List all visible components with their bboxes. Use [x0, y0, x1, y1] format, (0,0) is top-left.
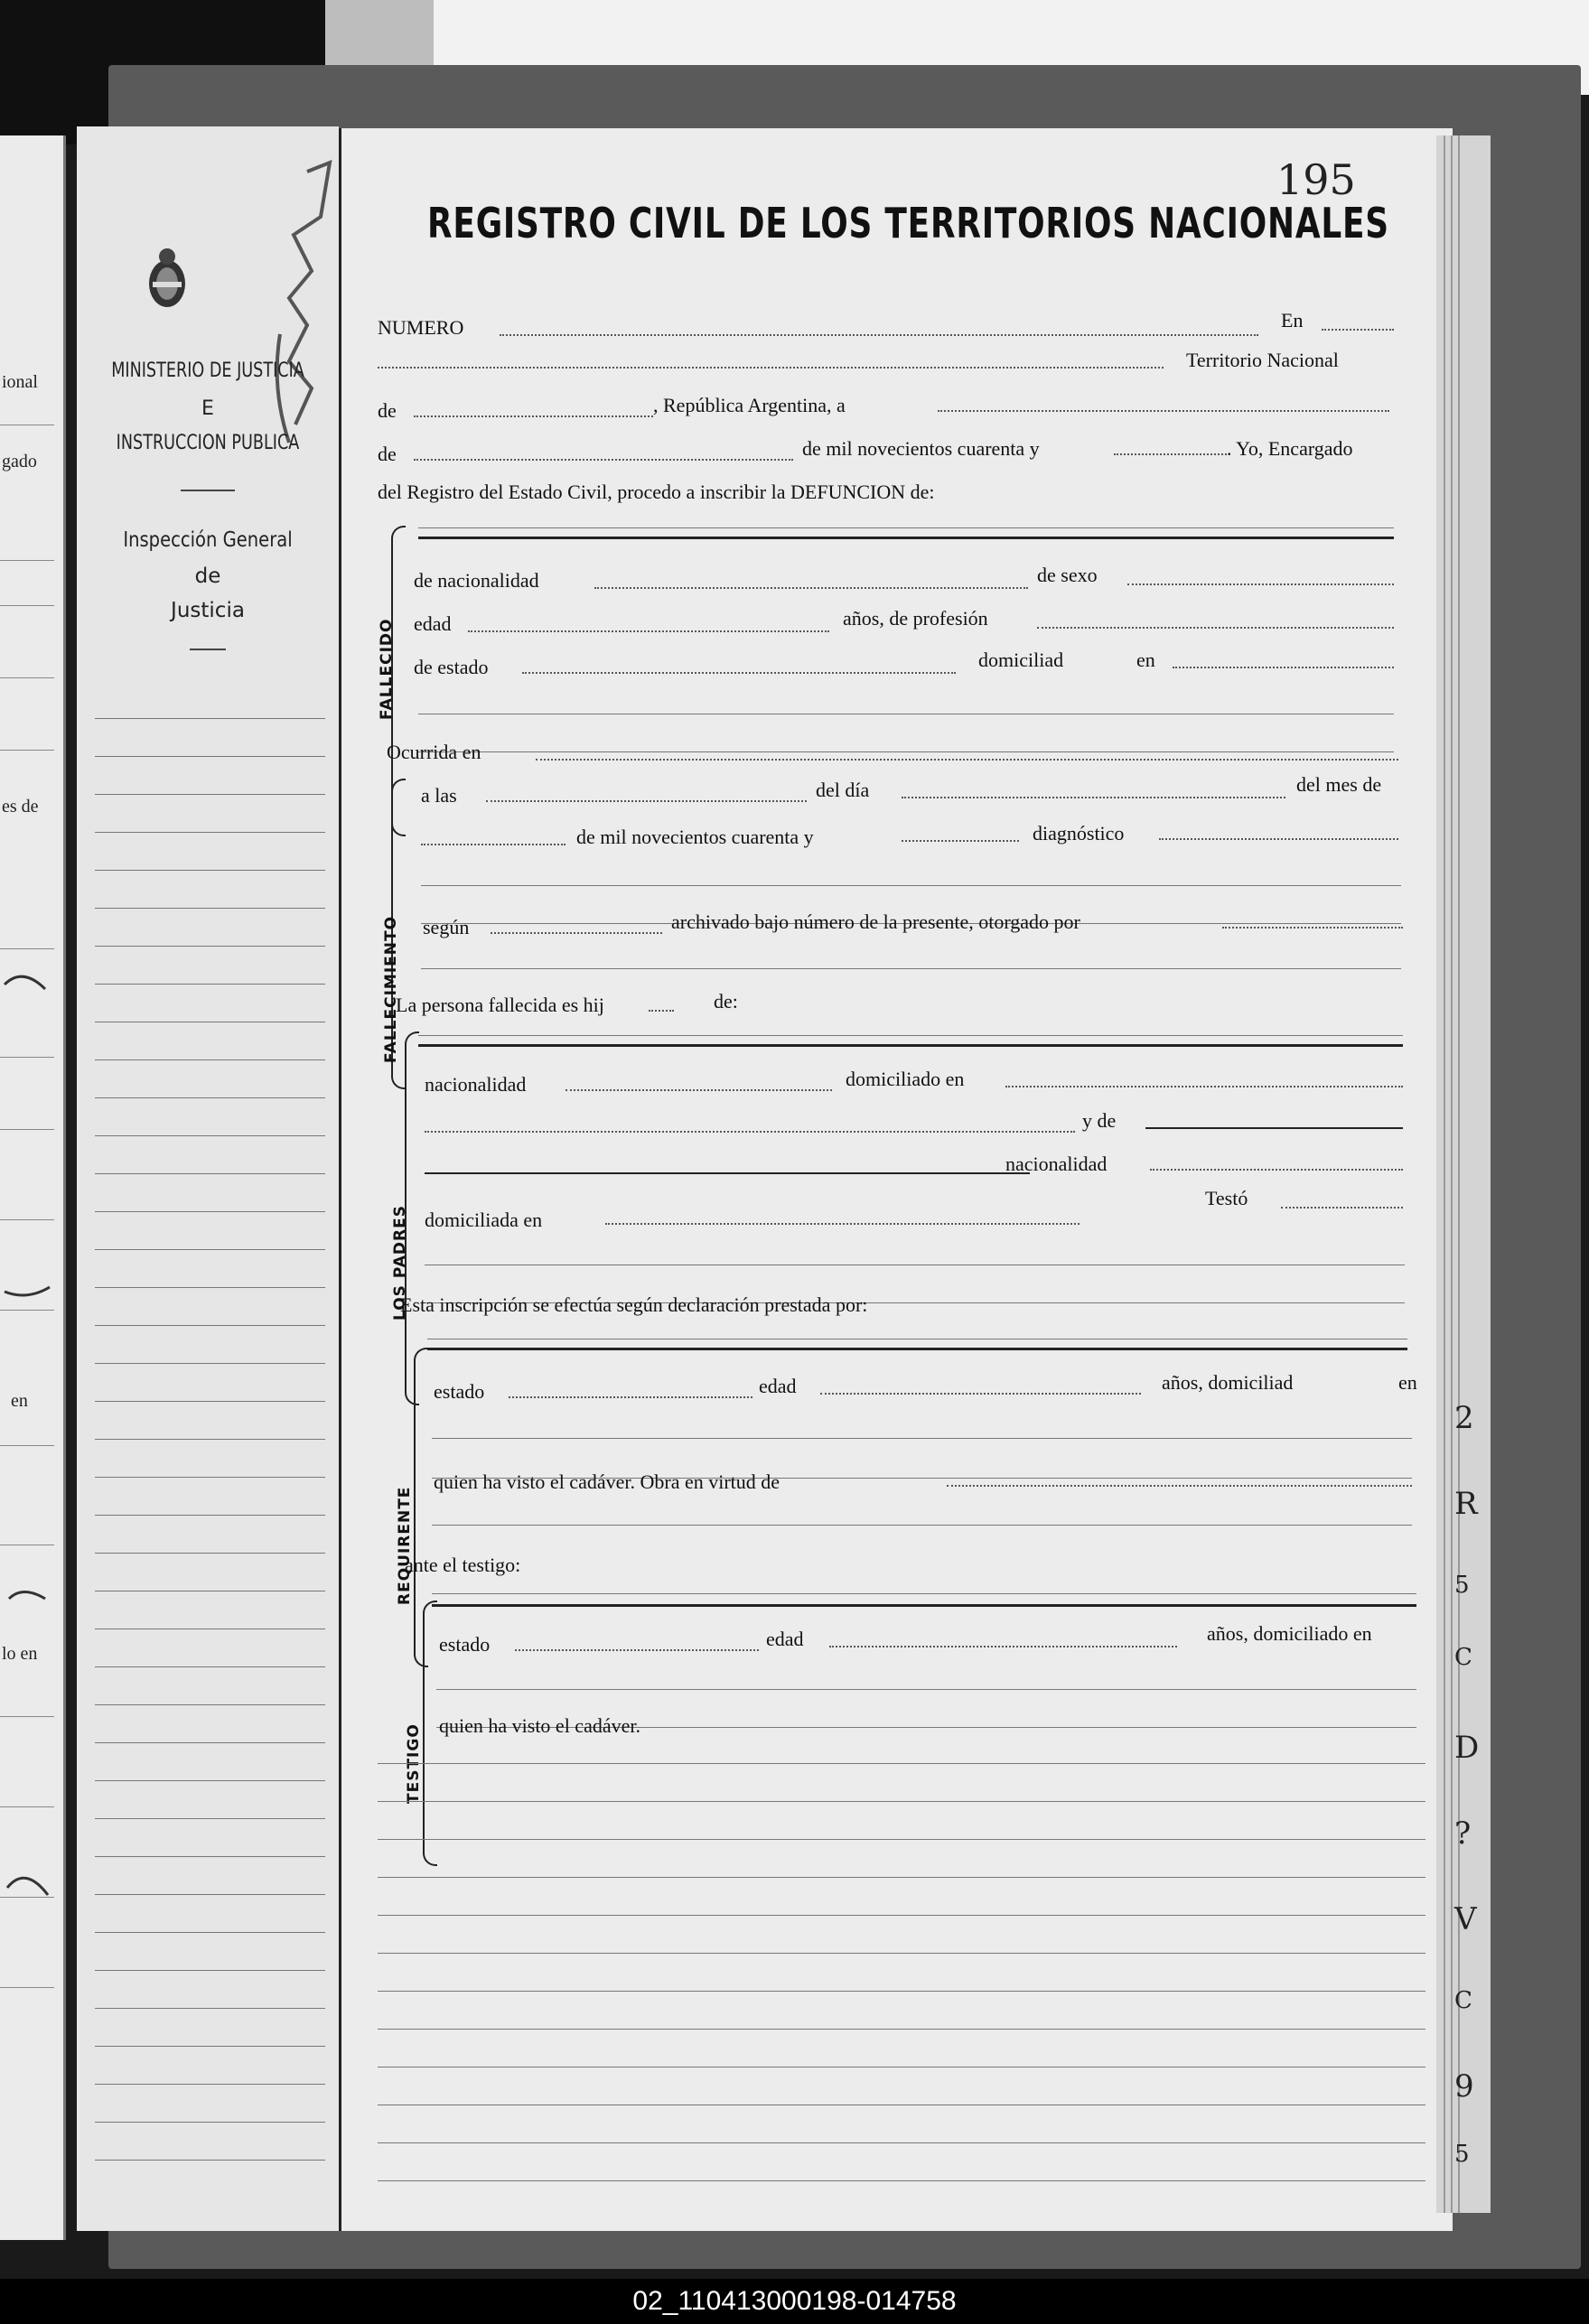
- yo-encargado-label: . Yo, Encargado: [1227, 437, 1353, 460]
- stub-ruled-line: [95, 1704, 325, 1705]
- testigo-anos-domiciliado-label: años, domiciliado en: [1207, 1622, 1372, 1645]
- stub-ruled-line: [95, 1970, 325, 1971]
- requirente-edad-label: edad: [759, 1375, 797, 1397]
- stub-column: [77, 126, 339, 2231]
- left-fragment: ional: [2, 372, 38, 392]
- stub-ruled-line: [95, 756, 325, 757]
- stub-ruled-line: [95, 2046, 325, 2047]
- edge-mark: 2: [1454, 1400, 1474, 1436]
- fallecido-en-label: en: [1136, 649, 1155, 671]
- stub-ruled-line: [95, 984, 325, 985]
- page-ruled-line: [378, 1801, 1425, 1802]
- edge-mark: 5: [1454, 1572, 1470, 1599]
- page-title: REGISTRO CIVIL DE LOS TERRITORIOS NACIONALES: [427, 199, 1389, 247]
- y-de-label: y de: [1082, 1109, 1117, 1132]
- requirente-quien-text: quien ha visto el cadáver. Obra en virtud de: [434, 1470, 780, 1493]
- archivado-text: archivado bajo número de la presente, otorgado por: [671, 910, 1080, 933]
- fallecido-estado-label: de estado: [414, 656, 489, 678]
- testigo-section-label: TESTIGO: [405, 1723, 423, 1804]
- fallecido-nacionalidad-label: de nacionalidad: [414, 569, 539, 592]
- stub-ruled-line: [95, 1553, 325, 1554]
- page-ruled-line: [378, 1915, 1425, 1916]
- del-dia-label: del día: [816, 779, 870, 801]
- stub-ruled-line: [95, 1211, 325, 1212]
- persona-fallecida-label: La persona fallecida es hij: [396, 994, 604, 1016]
- register-page: [339, 128, 1453, 2231]
- a-las-label: a las: [421, 784, 457, 807]
- edge-mark: C: [1454, 1644, 1472, 1671]
- segun-label: según: [423, 916, 470, 938]
- stub-ruled-line: [95, 946, 325, 947]
- fallecido-domiciliad-label: domiciliad: [978, 649, 1064, 671]
- stub-ruled-line: [95, 718, 325, 719]
- stub-ruled-line: [95, 1439, 325, 1440]
- folio-number: 195: [1276, 155, 1356, 204]
- left-fragment: gado: [2, 452, 37, 471]
- stub-ruled-line: [95, 1287, 325, 1288]
- image-caption: 02_110413000198-014758: [0, 2279, 1589, 2324]
- edge-mark: V: [1454, 1901, 1477, 1937]
- edge-mark: 5: [1454, 2141, 1470, 2168]
- page-ruled-line: [378, 1877, 1425, 1878]
- domiciliada-en-label: domiciliada en: [425, 1209, 543, 1231]
- territorio-nacional-label: Territorio Nacional: [1186, 349, 1339, 371]
- padres-nacionalidad-2-label: nacionalidad: [1005, 1153, 1108, 1175]
- edge-mark: ?: [1454, 1815, 1472, 1852]
- stub-ruled-line: [95, 1515, 325, 1516]
- stub-ruled-line: [95, 2160, 325, 2161]
- esta-inscripcion-text: Esta inscripción se efectúa según declaración prestada por:: [400, 1293, 868, 1316]
- stub-ruled-line: [95, 1742, 325, 1743]
- edge-mark: D: [1454, 1730, 1480, 1766]
- stub-ruled-line: [95, 1097, 325, 1098]
- testigo-edad-label: edad: [766, 1628, 804, 1650]
- stub-ruled-line: [95, 1666, 325, 1667]
- requirente-anos-domiciliad-label: años, domiciliad: [1162, 1371, 1294, 1394]
- fallecimiento-section-label: FALLECIMIENTO: [382, 915, 400, 1063]
- inspection-line-3: Justicia: [171, 599, 245, 622]
- stub-ruled-line: [95, 1818, 325, 1819]
- page-ruled-line: [378, 1991, 1425, 1992]
- page-ruled-line: [378, 2142, 1425, 2143]
- ministry-line-2: E: [201, 397, 214, 420]
- testigo-quien-text: quien ha visto el cadáver.: [439, 1714, 640, 1737]
- stub-ruled-line: [95, 1401, 325, 1402]
- stub-ruled-line: [95, 794, 325, 795]
- left-fragment: es de: [2, 797, 39, 817]
- numero-label: NUMERO: [378, 316, 464, 339]
- requirente-estado-label: estado: [434, 1380, 485, 1403]
- stub-ruled-line: [95, 2008, 325, 2009]
- stub-ruled-line: [95, 870, 325, 871]
- stub-ruled-line: [95, 1932, 325, 1933]
- stub-ruled-line: [95, 1780, 325, 1781]
- fallecido-anos-profesion-label: años, de profesión: [843, 607, 988, 630]
- left-facing-page: [0, 135, 66, 2240]
- left-fragment: en: [11, 1391, 28, 1411]
- left-fragment: lo en: [2, 1644, 38, 1664]
- del-mes-label: del mes de: [1296, 773, 1382, 796]
- requirente-section-label: REQUIRENTE: [396, 1486, 414, 1605]
- stub-ruled-line: [95, 1059, 325, 1060]
- testigo-estado-label: estado: [439, 1633, 491, 1656]
- stub-ruled-line: [95, 1856, 325, 1857]
- fallecimiento-de-mil-label: de mil novecientos cuarenta y: [576, 826, 814, 848]
- stub-ruled-line: [95, 1363, 325, 1364]
- ante-testigo-label: ante el testigo:: [405, 1554, 521, 1576]
- page-ruled-line: [378, 1953, 1425, 1954]
- background-corner: [325, 0, 434, 72]
- del-registro-text: del Registro del Estado Civil, procedo a inscribir la DEFUNCION de:: [378, 481, 935, 503]
- stub-ruled-line: [95, 1894, 325, 1895]
- padres-domiciliado-en-label: domiciliado en: [846, 1068, 965, 1090]
- inspection-line-1: Inspección General: [123, 528, 293, 552]
- page-ruled-line: [378, 1763, 1425, 1764]
- fallecido-sexo-label: de sexo: [1037, 564, 1098, 586]
- de-label-2: de: [378, 443, 397, 465]
- ocurrida-en-label: Ocurrida en: [387, 741, 481, 763]
- page-ruled-line: [378, 2180, 1425, 2181]
- republica-label: , República Argentina, a: [653, 394, 846, 416]
- edge-mark: R: [1454, 1486, 1478, 1522]
- stub-ruled-line: [95, 1135, 325, 1136]
- stub-ruled-line: [95, 832, 325, 833]
- page-edges: [1436, 135, 1491, 2213]
- ministry-line-1: MINISTERIO DE JUSTICIA: [111, 359, 304, 382]
- persona-de-label: de:: [714, 990, 738, 1013]
- fallecido-edad-label: edad: [414, 612, 452, 635]
- padres-section-label: LOS PADRES: [391, 1205, 409, 1321]
- stub-ruled-line: [95, 1325, 325, 1326]
- padres-nacionalidad-label: nacionalidad: [425, 1073, 527, 1096]
- handwriting-marks: [0, 948, 54, 1942]
- en-label: En: [1281, 309, 1304, 331]
- coat-of-arms-icon: [140, 244, 194, 316]
- page-ruled-line: [378, 1839, 1425, 1840]
- testo-label: Testó: [1205, 1187, 1248, 1209]
- stub-ruled-line: [95, 2122, 325, 2123]
- stub-ruled-line: [95, 1477, 325, 1478]
- stub-ruled-line: [95, 1173, 325, 1174]
- de-mil-label: de mil novecientos cuarenta y: [802, 437, 1040, 460]
- edge-mark: C: [1454, 1987, 1472, 2014]
- stub-ruled-line: [95, 2084, 325, 2085]
- ministry-line-3: INSTRUCCION PUBLICA: [116, 432, 300, 454]
- stub-ruled-line: [95, 1249, 325, 1250]
- fallecido-section-label: FALLECIDO: [378, 618, 396, 720]
- edge-mark: 9: [1454, 2068, 1474, 2105]
- stub-ruled-line: [95, 908, 325, 909]
- page-ruled-line: [378, 2029, 1425, 2030]
- requirente-en-label: en: [1398, 1371, 1417, 1394]
- de-label-1: de: [378, 399, 397, 422]
- inspection-line-2: de: [194, 565, 221, 588]
- diagnostico-label: diagnóstico: [1033, 822, 1125, 845]
